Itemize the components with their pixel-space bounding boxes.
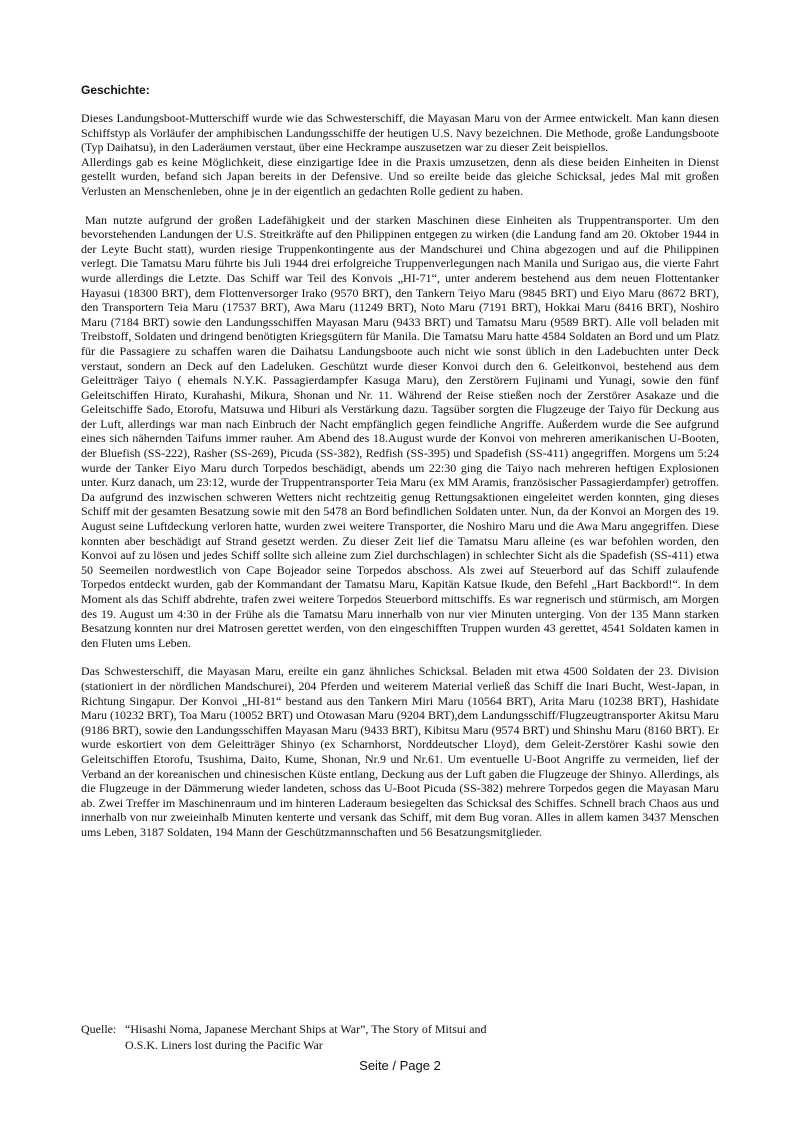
paragraph-intro: Dieses Landungsboot-Mutterschiff wurde wie das Schwesterschiff, die Mayasan Maru von der Armee entwickelt. Man kann diesen Schiffstyp als Vorläufer der amphibischen Landungsschiffe der heutigen U.S. Navy bezeichnen. Die Methode, große Landungsboote (Typ Daihatsu), in den Laderäumen verstaut, über eine Heckrampe auszusetzen war zu dieser Zeit beispiellos. bbox=[81, 111, 719, 155]
section-heading: Geschichte: bbox=[81, 83, 150, 97]
paragraph-fate: Allerdings gab es keine Möglichkeit, diese einzigartige Idee in die Praxis umzusetzen, denn als diese beiden Einheiten in Dienst gestellt wurden, befand sich Japan bereits in der Defensive. Und so ereilte beide das gleiche Schicksal, jedes Mal mit großen Verlusten an Menschenleben, ohne je in der eigentlich an gedachten Rolle gedient zu haben. bbox=[81, 154, 719, 198]
source-line-2: O.S.K. Liners lost during the Pacific War bbox=[125, 1038, 323, 1052]
paragraph-mayasan-sinking: Das Schwesterschiff, die Mayasan Maru, ereilte ein ganz ähnliches Schicksal. Beladen mit etwa 4500 Soldaten der 23. Division (stationiert in der nördlichen Mandschurei), 204 Pferden und weiterem Material verließ das Schiff die Inari Bucht, West-Japan, in Richtung Singapur. Der Konvoi „HI-81“ bestand aus den Tankern Miri Maru (10564 BRT), Arita Maru (10238 BRT), Hashidate Maru (10232 BRT), Toa Maru (10052 BRT) und Otowasan Maru (9204 BRT),dem Landungsschiff/Flugzeugtransporter Akitsu Maru (9186 BRT), sowie den Landungsschiffen Mayasan Maru (9433 BRT), Kibitsu Maru (9574 BRT) und Shinshu Maru (8160 BRT). Er wurde eskortiert von dem Geleitträger Shinyo (ex Scharnhorst, Norddeutscher Lloyd), dem Geleit-Zerstörer Kashi sowie den Geleitschiffen Etorofu, Tsushima, Daito, Kume, Shonan, Nr.9 und Nr.61. Um eventuelle U-Boot Angriffe zu vermeiden, lief der Verband an der koreanischen und chinesischen Küste entlang, Deckung aus der Luft gaben die Flugzeuge der Shinyo. Allerdings, als die Flugzeuge in der Dämmerung wieder landeten, schoss das U-Boot Picuda (SS-382) mehrere Torpedos gegen die Mayasan Maru ab. Zwei Treffer im Maschinenraum und im hinteren Laderaum besiegelten das Schicksal des Schiffes. Schnell brach Chaos aus und innerhalb von nur zweieinhalb Minuten kenterte und versank das Schiff, mit dem Bug voran. Alles in allem kamen 3437 Menschen ums Leben, 3187 Soldaten, 194 Mann der Geschützmannschaften und 56 Besatzungsmitglieder. bbox=[81, 664, 719, 839]
source-line-1: “Hisashi Noma, Japanese Merchant Ships at War”, The Story of Mitsui and bbox=[125, 1022, 487, 1036]
source-citation bbox=[81, 1021, 721, 1053]
document-body bbox=[81, 83, 719, 840]
paragraph-tamatsu-sinking: Man nutzte aufgrund der großen Ladefähigkeit und der starken Maschinen diese Einheiten als Truppentransporter. Um den bevorstehenden Landungen der U.S. Streitkräfte auf den Philippinen entgegen zu wirken (die Landung fand am 20. Oktober 1944 in der Leyte Bucht statt), wurden riesige Truppenkontingente aus der Mandschurei und China abgezogen und auf die Philippinen verlegt. Die Tamatsu Maru führte bis Juli 1944 drei erfolgreiche Truppenverlegungen nach Manila und Surigao aus, die vierte Fahrt wurde allerdings die Letzte. Das Schiff war Teil des Konvois „HI-71“, unter anderem bestehend aus dem neuen Flottentanker Hayasui (18300 BRT), dem Flottenversorger Irako (9570 BRT), den Tankern Teiyo Maru (9845 BRT) und Eiyo Maru (8672 BRT), den Transportern Teia Maru (17537 BRT), Awa Maru (11249 BRT), Noto Maru (7191 BRT), Hokkai Maru (8416 BRT), Noshiro Maru (7184 BRT) sowie den Landungsschiffen Mayasan Maru (9433 BRT) und Tamatsu Maru (9589 BRT). Alle voll beladen mit Treibstoff, Soldaten und dringend benötigten Kriegsgütern für Manila. Die Tamatsu Maru hatte 4584 Soldaten an Bord und um Platz für die Passagiere zu schaffen waren die Daihatsu Landungsboote auch nicht wie sonst üblich in den Ladebuchten unter Deck verstaut, sondern an Deck auf den Ladeluken. Geschützt wurde dieser Konvoi durch den 6. Geleitkonvoi, bestehend aus dem Geleitträger Taiyo ( ehemals N.Y.K. Passagierdampfer Kasuga Maru), den Zerstörern Fujinami und Yunagi, sowie den fünf Geleitschiffen Hirato, Kurahashi, Mikura, Shonan und Nr. 11. Während der Reise stießen noch der Zerstörer Asakaze und die Geleitschiffe Sado, Etorofu, Matsuwa und Hiburi als Verstärkung dazu. Tagsüber sorgten die Flugzeuge der Taiyo für Deckung aus der Luft, allerdings war man nach Einbruch der Nacht empfänglich gegen feindliche Angriffe. Außerdem wurde die See aufgrund eines sich nähernden Taifuns immer rauher. Am Abend des 18.August wurde der Konvoi von mehreren amerikanischen U-Booten, der Bluefish (SS-222), Rasher (SS-269), Picuda (SS-382), Redfish (SS-395) und Spadefish (SS-411) angegriffen. Morgens um 5:24 wurde der Tanker Eiyo Maru durch Torpedos beschädigt, abends um 22:30 ging die Taiyo nach mehreren heftigen Explosionen unter. Kurz danach, um 23:12, wurde der Truppentransporter Teia Maru (ex MM Aramis, französischer Passagierdampfer) getroffen. Da aufgrund des inzwischen schweren Wetters nicht rechtzeitig genug Rettungsaktionen eingeleitet werden konnten, ging dieses Schiff mit der gesamten Besatzung sowie mit den 5478 an Bord befindlichen Soldaten unter. Nun, da der Konvoi an Morgen des 19. August seine Luftdeckung verloren hatte, wurden zwei weitere Transporter, die Noshiro Maru und die Awa Maru angegriffen. Diese konnten aber beschädigt auf Strand gesetzt werden. Zu dieser Zeit lief die Tamatsu Maru alleine (es war befohlen worden, den Konvoi auf zu lösen und jedes Schiff sollte sich alleine zum Ziel durchschlagen) in schlechter Sicht als die Spadefish (SS-411) etwa 50 Seemeilen nordwestlich von Cape Bojeador seine Torpedos abschoss. Als zwei auf Steuerbord auf das Schiff zulaufende Torpedos entdeckt wurden, gab der Kommandant der Tamatsu Maru, Kapitän Katsue Ikude, den Befehl „Hart Backbord!“. In dem Moment als das Schiff abdrehte, trafen zwei weitere Torpedos Steuerbord mittschiffs. Es war regnerisch und stürmisch, am Morgen des 19. August um 4:30 in der Frühe als die Tamatsu Maru innerhalb von nur vier Minuten unterging. Von der 135 Mann starken Besatzung konnten nur drei Matrosen gerettet werden, von den eingeschifften Truppen wurden 43 gerettet, 4541 Soldaten kamen in den Fluten ums Leben. bbox=[81, 212, 719, 650]
source-label: Quelle: bbox=[81, 1022, 117, 1036]
page-footer: Seite / Page 2 bbox=[359, 1058, 441, 1073]
